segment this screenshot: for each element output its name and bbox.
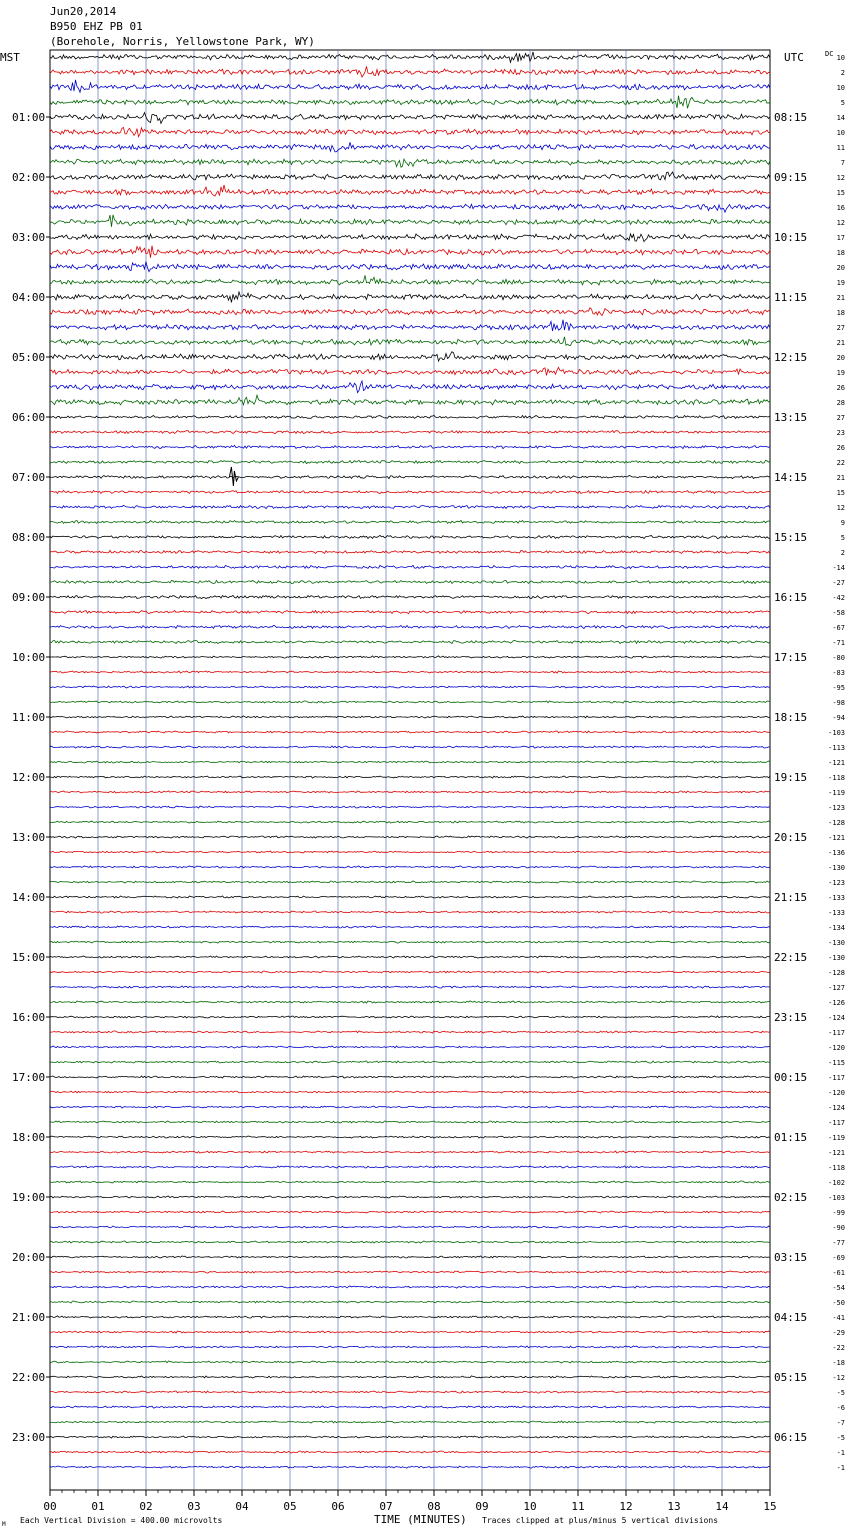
dc-offset-label: -126	[828, 999, 845, 1007]
trace-line	[50, 641, 770, 644]
x-tick-label: 01	[91, 1500, 105, 1513]
trace-line	[50, 113, 770, 124]
dc-offset-label: 18	[836, 309, 845, 317]
x-tick-label: 10	[523, 1500, 537, 1513]
trace-line	[50, 1316, 770, 1318]
dc-offset-label: 27	[836, 414, 845, 422]
dc-offset-label: -77	[832, 1239, 845, 1247]
left-hour-label: 03:00	[12, 231, 46, 244]
trace-line	[50, 580, 770, 583]
trace-line	[50, 911, 770, 913]
trace-line	[50, 1166, 770, 1168]
trace-line	[50, 491, 770, 494]
trace-line	[50, 505, 770, 508]
dc-offset-label: -69	[832, 1254, 845, 1262]
left-hour-label: 02:00	[12, 171, 46, 184]
x-tick-label: 08	[427, 1500, 441, 1513]
left-hour-label: 16:00	[12, 1011, 46, 1024]
trace-line	[50, 1076, 770, 1078]
trace-line	[50, 431, 770, 434]
trace-line	[50, 565, 770, 568]
left-hour-label: 09:00	[12, 591, 46, 604]
dc-offset-label: -123	[828, 804, 845, 812]
trace-line	[50, 761, 770, 763]
dc-offset-label: -99	[832, 1209, 845, 1217]
trace-line	[50, 1346, 770, 1348]
trace-line	[50, 415, 770, 418]
trace-line	[50, 262, 770, 272]
dc-offset-label: -130	[828, 954, 845, 962]
right-hour-label: 19:15	[774, 771, 808, 784]
dc-offset-label: -121	[828, 1149, 845, 1157]
dc-offset-label: 20	[836, 354, 845, 362]
x-tick-label: 05	[283, 1500, 297, 1513]
trace-line	[50, 1181, 770, 1183]
dc-offset-label: -103	[828, 729, 845, 737]
right-hour-label: 20:15	[774, 831, 808, 844]
dc-offset-label: 27	[836, 324, 845, 332]
left-hour-label: 05:00	[12, 351, 46, 364]
left-hour-label: 11:00	[12, 711, 46, 724]
right-hour-label: 08:15	[774, 111, 808, 124]
trace-line	[50, 1031, 770, 1033]
dc-offset-label: -117	[828, 1074, 845, 1082]
trace-line	[50, 656, 770, 658]
x-tick-label: 12	[619, 1500, 633, 1513]
trace-line	[50, 971, 770, 973]
dc-offset-label: 10	[836, 129, 845, 137]
right-hour-label: 02:15	[774, 1191, 808, 1204]
left-hour-label: 13:00	[12, 831, 46, 844]
trace-line	[50, 308, 770, 316]
dc-offset-label: -90	[832, 1224, 845, 1232]
trace-line	[50, 142, 770, 152]
dc-offset-label: 20	[836, 264, 845, 272]
dc-offset-label: -120	[828, 1044, 845, 1052]
right-hour-label: 01:15	[774, 1131, 808, 1144]
header-date: Jun20,2014	[50, 5, 117, 18]
left-hour-label: 21:00	[12, 1311, 46, 1324]
x-tick-label: 02	[139, 1500, 153, 1513]
dc-offset-label: -5	[836, 1434, 845, 1442]
trace-line	[50, 1301, 770, 1303]
footer-clip-note: Traces clipped at plus/minus 5 vertical divisions	[482, 1516, 719, 1525]
dc-offset-label: -22	[832, 1344, 845, 1352]
trace-line	[50, 204, 770, 212]
trace-line	[50, 1106, 770, 1108]
dc-offset-label: -120	[828, 1089, 845, 1097]
dc-offset-label: 7	[840, 159, 845, 167]
right-hour-label: 23:15	[774, 1011, 808, 1024]
left-hour-label: 22:00	[12, 1371, 46, 1384]
dc-offset-label: 19	[836, 279, 845, 287]
left-timezone-label: MST	[0, 51, 20, 64]
right-hour-label: 22:15	[774, 951, 808, 964]
trace-line	[50, 956, 770, 958]
trace-line	[50, 1136, 770, 1138]
trace-line	[50, 395, 770, 405]
dc-offset-label: -50	[832, 1299, 845, 1307]
trace-line	[50, 550, 770, 553]
dc-offset-label: -119	[828, 789, 845, 797]
x-axis-ticks	[43, 1490, 776, 1513]
dc-offset-label: -124	[828, 1104, 845, 1112]
right-hour-label: 13:15	[774, 411, 808, 424]
left-hour-labels	[12, 111, 50, 1444]
trace-line	[50, 611, 770, 614]
right-hour-label: 10:15	[774, 231, 808, 244]
trace-line	[50, 476, 770, 479]
left-hour-label: 14:00	[12, 891, 46, 904]
dc-offset-label: -27	[832, 579, 845, 587]
dc-offset-label: -12	[832, 1374, 845, 1382]
trace-line	[50, 215, 770, 227]
dc-offset-label: -58	[832, 609, 845, 617]
footer-mark: M	[2, 1521, 6, 1528]
trace-line	[50, 337, 770, 346]
trace-line	[50, 1361, 770, 1363]
trace-line	[50, 1331, 770, 1333]
trace-line	[50, 626, 770, 629]
trace-line	[50, 671, 770, 673]
right-hour-label: 14:15	[774, 471, 808, 484]
dc-offset-label: -133	[828, 894, 845, 902]
dc-offset-label: -128	[828, 969, 845, 977]
x-tick-label: 09	[475, 1500, 489, 1513]
dc-offset-label: -121	[828, 759, 845, 767]
trace-line	[50, 535, 770, 538]
x-tick-label: 06	[331, 1500, 345, 1513]
dc-offset-label: -80	[832, 654, 845, 662]
dc-offset-label: 19	[836, 369, 845, 377]
x-tick-label: 14	[715, 1500, 729, 1513]
trace-line	[50, 686, 770, 688]
dc-offset-label: -1	[836, 1449, 845, 1457]
left-hour-label: 23:00	[12, 1431, 46, 1444]
trace-line	[50, 746, 770, 748]
trace-line	[50, 128, 770, 137]
trace-line	[50, 1241, 770, 1243]
right-hour-label: 03:15	[774, 1251, 808, 1264]
right-hour-label: 06:15	[774, 1431, 808, 1444]
trace-line	[50, 367, 770, 375]
left-hour-label: 20:00	[12, 1251, 46, 1264]
trace-line	[50, 460, 770, 463]
trace-line	[50, 445, 770, 448]
trace-line	[50, 1256, 770, 1258]
trace-line	[50, 896, 770, 898]
x-tick-label: 11	[571, 1500, 585, 1513]
trace-line	[50, 1271, 770, 1273]
right-hour-label: 05:15	[774, 1371, 808, 1384]
trace-line	[50, 776, 770, 778]
x-tick-label: 13	[667, 1500, 681, 1513]
dc-offset-label: -54	[832, 1284, 845, 1292]
dc-offset-label: -128	[828, 819, 845, 827]
dc-offset-label: -117	[828, 1029, 845, 1037]
dc-offset-label: 15	[836, 189, 845, 197]
trace-line	[50, 836, 770, 838]
dc-offset-label: 18	[836, 249, 845, 257]
dc-offset-label: -102	[828, 1179, 845, 1187]
trace-line	[50, 851, 770, 853]
trace-line	[50, 941, 770, 943]
dc-offset-label: -115	[828, 1059, 845, 1067]
trace-line	[50, 381, 770, 393]
right-hour-label: 12:15	[774, 351, 808, 364]
left-hour-label: 12:00	[12, 771, 46, 784]
trace-line	[50, 986, 770, 988]
dc-offset-label: -136	[828, 849, 845, 857]
trace-line	[50, 866, 770, 868]
trace-line	[50, 881, 770, 883]
dc-offset-label: 14	[836, 114, 845, 122]
right-hour-label: 00:15	[774, 1071, 808, 1084]
dc-offset-label: -134	[828, 924, 845, 932]
header-location: (Borehole, Norris, Yellowstone Park, WY)	[50, 35, 315, 48]
trace-line	[50, 246, 770, 258]
dc-offset-label: -133	[828, 909, 845, 917]
left-hour-label: 07:00	[12, 471, 46, 484]
trace-line	[50, 1016, 770, 1018]
dc-header-label: DC	[825, 50, 834, 58]
dc-offset-label: -103	[828, 1194, 845, 1202]
seismic-traces	[50, 52, 770, 1468]
right-hour-label: 09:15	[774, 171, 808, 184]
trace-line	[50, 716, 770, 718]
left-hour-label: 17:00	[12, 1071, 46, 1084]
dc-offset-label: 2	[840, 69, 845, 77]
dc-offset-label: 21	[836, 474, 845, 482]
right-timezone-label: UTC	[784, 51, 804, 64]
trace-line	[50, 1376, 770, 1378]
dc-offset-label: -67	[832, 624, 845, 632]
trace-line	[50, 234, 770, 242]
dc-offset-label: 12	[836, 504, 845, 512]
dc-offset-label: -118	[828, 774, 845, 782]
dc-offset-label: -117	[828, 1119, 845, 1127]
dc-offset-label: -123	[828, 879, 845, 887]
dc-offset-label: -98	[832, 699, 845, 707]
left-hour-label: 18:00	[12, 1131, 46, 1144]
dc-offset-label: 21	[836, 339, 845, 347]
trace-line	[50, 1001, 770, 1003]
trace-line	[50, 1196, 770, 1198]
trace-line	[50, 1226, 770, 1228]
left-hour-label: 19:00	[12, 1191, 46, 1204]
dc-offset-label: 23	[836, 429, 845, 437]
trace-line	[50, 172, 770, 180]
right-hour-label: 04:15	[774, 1311, 808, 1324]
right-hour-label: 18:15	[774, 711, 808, 724]
trace-line	[50, 1211, 770, 1213]
trace-line	[50, 96, 770, 109]
trace-line	[50, 1046, 770, 1048]
right-hour-label: 16:15	[774, 591, 808, 604]
trace-line	[50, 1061, 770, 1063]
dc-offset-label: -5	[836, 1389, 845, 1397]
dc-offset-label: 12	[836, 174, 845, 182]
dc-offset-label: 9	[840, 519, 845, 527]
dc-offset-label: -61	[832, 1269, 845, 1277]
dc-offset-label: -14	[832, 564, 845, 572]
trace-line	[50, 1406, 770, 1408]
dc-offset-label: -42	[832, 594, 845, 602]
trace-line	[50, 320, 770, 331]
right-hour-label: 17:15	[774, 651, 808, 664]
trace-line	[50, 806, 770, 808]
x-tick-label: 04	[235, 1500, 249, 1513]
trace-line	[50, 731, 770, 733]
left-hour-label: 01:00	[12, 111, 46, 124]
dc-offset-label: -7	[836, 1419, 845, 1427]
left-hour-label: 08:00	[12, 531, 46, 544]
trace-line	[50, 1466, 770, 1468]
trace-line	[50, 520, 770, 523]
trace-line	[50, 1421, 770, 1423]
x-tick-label: 15	[763, 1500, 777, 1513]
right-hour-label: 11:15	[774, 291, 808, 304]
footer-scale-note: Each Vertical Division = 400.00 microvolts	[20, 1516, 223, 1525]
right-hour-label: 21:15	[774, 891, 808, 904]
trace-line	[50, 275, 770, 285]
trace-line	[50, 1091, 770, 1093]
dc-offset-label: -83	[832, 669, 845, 677]
trace-line	[50, 595, 770, 598]
trace-line	[50, 701, 770, 703]
left-hour-label: 06:00	[12, 411, 46, 424]
x-tick-label: 03	[187, 1500, 201, 1513]
dc-offset-label: 5	[840, 534, 845, 542]
dc-offset-label: -130	[828, 939, 845, 947]
dc-offset-label: 5	[840, 99, 845, 107]
dc-offset-label: 11	[836, 144, 845, 152]
header-station: B950 EHZ PB 01	[50, 20, 143, 33]
trace-line	[50, 1121, 770, 1123]
dc-offset-label: 17	[836, 234, 845, 242]
trace-line	[50, 1451, 770, 1453]
dc-offset-label: 12	[836, 219, 845, 227]
dc-offset-label: -71	[832, 639, 845, 647]
trace-line	[50, 821, 770, 823]
dc-offset-label: 26	[836, 384, 845, 392]
dc-offset-labels	[828, 54, 845, 1472]
dc-offset-label: 21	[836, 294, 845, 302]
dc-offset-label: 15	[836, 489, 845, 497]
trace-line	[50, 66, 770, 77]
trace-line	[50, 1151, 770, 1153]
dc-offset-label: -130	[828, 864, 845, 872]
dc-offset-label: -94	[832, 714, 845, 722]
trace-line	[50, 352, 770, 361]
x-axis-label: TIME (MINUTES)	[374, 1513, 467, 1526]
trace-line	[50, 1436, 770, 1438]
left-hour-label: 10:00	[12, 651, 46, 664]
right-hour-label: 15:15	[774, 531, 808, 544]
dc-offset-label: -41	[832, 1314, 845, 1322]
dc-offset-label: 28	[836, 399, 845, 407]
dc-offset-label: 16	[836, 204, 845, 212]
dc-offset-label: -29	[832, 1329, 845, 1337]
trace-line	[50, 80, 770, 93]
dc-offset-label: -1	[836, 1464, 845, 1472]
x-tick-label: 00	[43, 1500, 57, 1513]
trace-line	[50, 159, 770, 167]
dc-offset-label: -127	[828, 984, 845, 992]
trace-line	[50, 1391, 770, 1393]
trace-line	[50, 1286, 770, 1288]
dc-offset-label: -121	[828, 834, 845, 842]
dc-offset-label: -113	[828, 744, 845, 752]
left-hour-label: 04:00	[12, 291, 46, 304]
dc-offset-label: -118	[828, 1164, 845, 1172]
dc-offset-label: 10	[836, 84, 845, 92]
dc-offset-label: -124	[828, 1014, 845, 1022]
dc-offset-label: 10	[836, 54, 845, 62]
dc-offset-label: 2	[840, 549, 845, 557]
trace-line	[50, 926, 770, 928]
dc-offset-label: 26	[836, 444, 845, 452]
dc-offset-label: -119	[828, 1134, 845, 1142]
dc-offset-label: -6	[836, 1404, 845, 1412]
x-tick-label: 07	[379, 1500, 393, 1513]
dc-offset-label: -18	[832, 1359, 845, 1367]
right-hour-labels	[774, 111, 807, 1444]
left-hour-label: 15:00	[12, 951, 46, 964]
dc-offset-label: 22	[836, 459, 845, 467]
trace-line	[50, 185, 770, 196]
trace-line	[50, 791, 770, 793]
trace-line	[50, 292, 770, 303]
trace-line	[50, 52, 770, 63]
dc-offset-label: -95	[832, 684, 845, 692]
